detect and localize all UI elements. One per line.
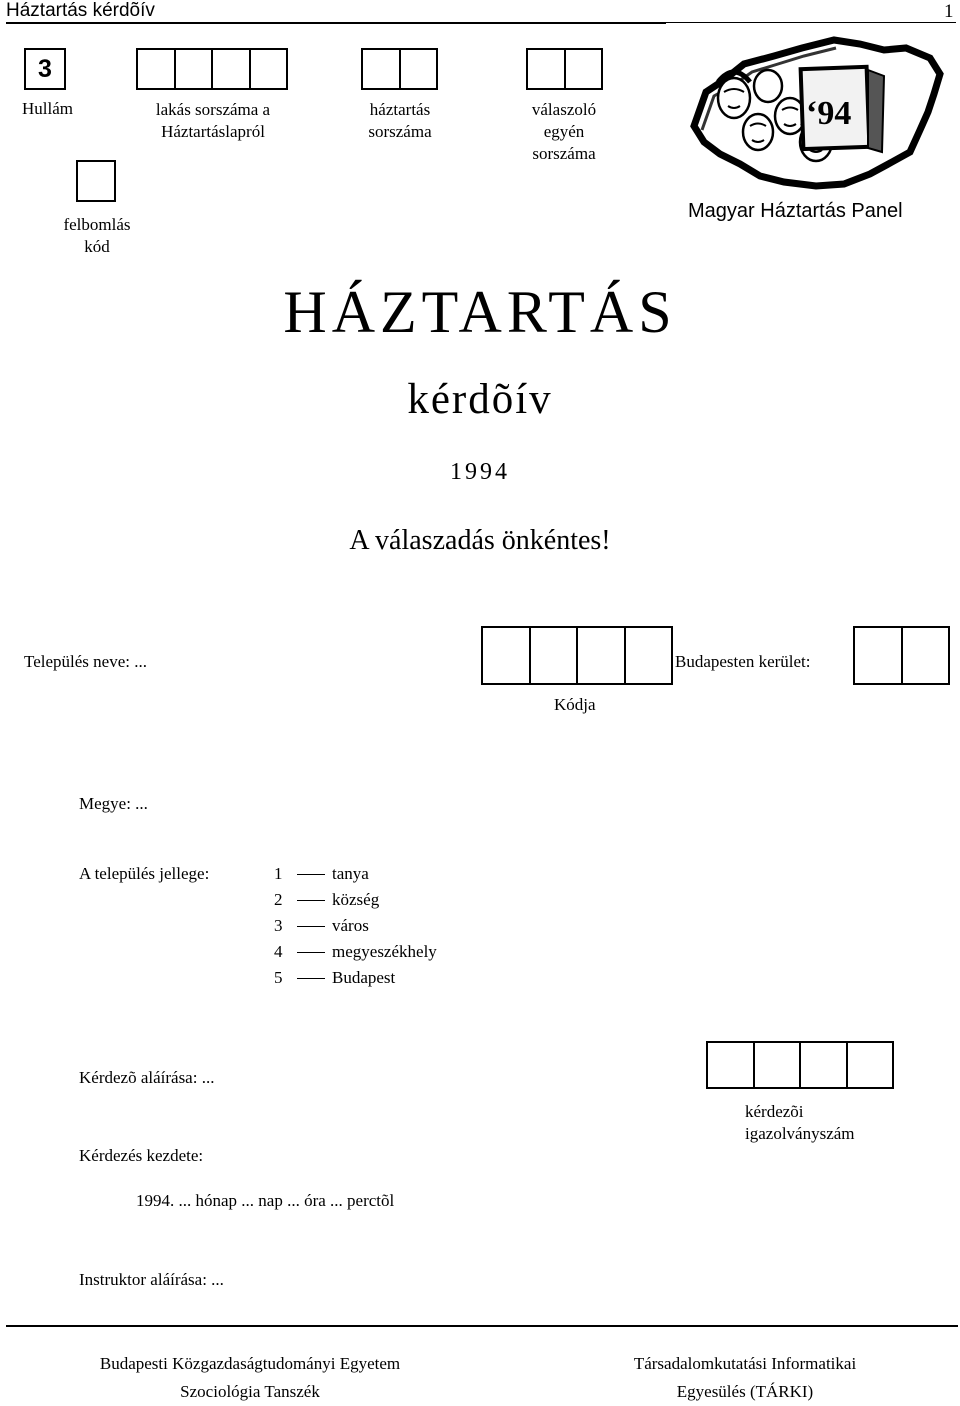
digit-box[interactable] — [855, 628, 903, 683]
panel-name: Magyar Háztartás Panel — [688, 200, 903, 222]
breakup-label-line: felbomlás — [63, 215, 131, 234]
household-label-line: sorszáma — [368, 122, 432, 141]
digit-box[interactable] — [251, 50, 287, 88]
option-dash — [297, 926, 325, 927]
survey-year: 1994 — [450, 459, 510, 485]
option-label[interactable]: Budapest — [332, 968, 396, 987]
footer-rule — [6, 1325, 958, 1327]
respondent-label-line: egyén — [543, 122, 585, 141]
dwelling-label-line: Háztartáslapról — [161, 122, 265, 141]
digit-box[interactable] — [755, 1043, 802, 1087]
option-code: 5 — [274, 968, 283, 987]
respondent-number-boxes[interactable] — [526, 48, 603, 90]
budapest-district-boxes[interactable] — [853, 626, 950, 685]
badge-shadow — [868, 70, 884, 152]
footer-right-line: Társadalomkutatási Informatikai — [633, 1354, 857, 1373]
digit-box[interactable] — [531, 628, 579, 683]
breakup-code-box[interactable] — [76, 160, 116, 202]
option-dash — [297, 978, 325, 979]
interview-start-label: Kérdezés kezdete: — [79, 1146, 204, 1165]
running-header-title: Háztartás kérdõív — [6, 0, 155, 21]
main-title: HÁZTARTÁS — [283, 279, 677, 345]
footer-right — [590, 1350, 900, 1406]
footer-right-line: Egyesülés (TÁRKI) — [676, 1382, 814, 1401]
digit-box[interactable] — [363, 50, 401, 88]
household-label-line: háztartás — [369, 100, 431, 119]
household-number-boxes[interactable] — [361, 48, 438, 90]
settlement-name-label: Település neve: ... — [24, 652, 147, 671]
county-label: Megye: ... — [79, 794, 148, 813]
interview-start-line: 1994. ... hónap ... nap ... óra ... perctõl — [136, 1191, 395, 1210]
voluntary-notice: A válaszadás önkéntes! — [349, 525, 611, 556]
option-code: 1 — [274, 864, 283, 883]
footer-left-line: Szociológia Tanszék — [180, 1382, 320, 1401]
page-number: 1 — [944, 1, 954, 22]
digit-box[interactable] — [903, 628, 949, 683]
option-label[interactable]: tanya — [332, 864, 369, 883]
breakup-label — [40, 214, 154, 258]
digit-box[interactable] — [401, 50, 437, 88]
household-label — [340, 99, 460, 143]
option-dash — [297, 900, 325, 901]
header-rule-right — [6, 22, 956, 23]
panel-logo-image — [684, 34, 946, 192]
respondent-label-line: válaszoló — [531, 100, 597, 119]
dwelling-label — [130, 99, 296, 143]
respondent-label-line: sorszáma — [532, 144, 596, 163]
option-code: 3 — [274, 916, 283, 935]
interviewer-id-label — [745, 1101, 855, 1145]
footer-left-line: Budapesti Közgazdaságtudományi Egyetem — [99, 1354, 401, 1373]
interviewer-id-boxes[interactable] — [706, 1041, 894, 1089]
option-label[interactable]: község — [332, 890, 380, 909]
digit-box[interactable] — [213, 50, 251, 88]
wave-number: 3 — [38, 55, 52, 83]
settlement-type-label: A település jellege: — [79, 864, 210, 883]
instructor-signature-label: Instruktor aláírása: ... — [79, 1270, 224, 1289]
interviewer-signature-label: Kérdezõ aláírása: ... — [79, 1068, 215, 1087]
digit-box[interactable] — [578, 628, 626, 683]
digit-box[interactable] — [626, 628, 672, 683]
dwelling-label-line: lakás sorszáma a — [155, 100, 271, 119]
logo-year: ‘94 — [806, 95, 852, 132]
budapest-district-label: Budapesten kerület: — [675, 652, 811, 671]
wave-number-box — [24, 48, 66, 90]
digit-box[interactable] — [528, 50, 566, 88]
digit-box[interactable] — [566, 50, 602, 88]
option-label[interactable]: város — [332, 916, 369, 935]
respondent-label — [504, 99, 624, 165]
breakup-label-line: kód — [84, 237, 110, 256]
option-dash — [297, 952, 325, 953]
wave-label: Hullám — [22, 99, 73, 118]
settlement-code-boxes[interactable] — [481, 626, 673, 685]
subtitle: kérdõív — [407, 376, 553, 423]
option-code: 4 — [274, 942, 283, 961]
footer-left — [60, 1350, 440, 1406]
interviewer-id-label-line: igazolványszám — [745, 1124, 855, 1143]
option-label[interactable]: megyeszékhely — [332, 942, 437, 961]
digit-box[interactable] — [176, 50, 214, 88]
digit-box[interactable] — [708, 1043, 755, 1087]
digit-box[interactable] — [483, 628, 531, 683]
option-dash — [297, 874, 325, 875]
digit-box[interactable] — [848, 1043, 893, 1087]
interviewer-id-label-line: kérdezõi — [745, 1102, 804, 1121]
settlement-code-label: Kódja — [554, 695, 596, 714]
digit-box[interactable] — [138, 50, 176, 88]
option-code: 2 — [274, 890, 283, 909]
digit-box[interactable] — [801, 1043, 848, 1087]
dwelling-number-boxes[interactable] — [136, 48, 288, 90]
